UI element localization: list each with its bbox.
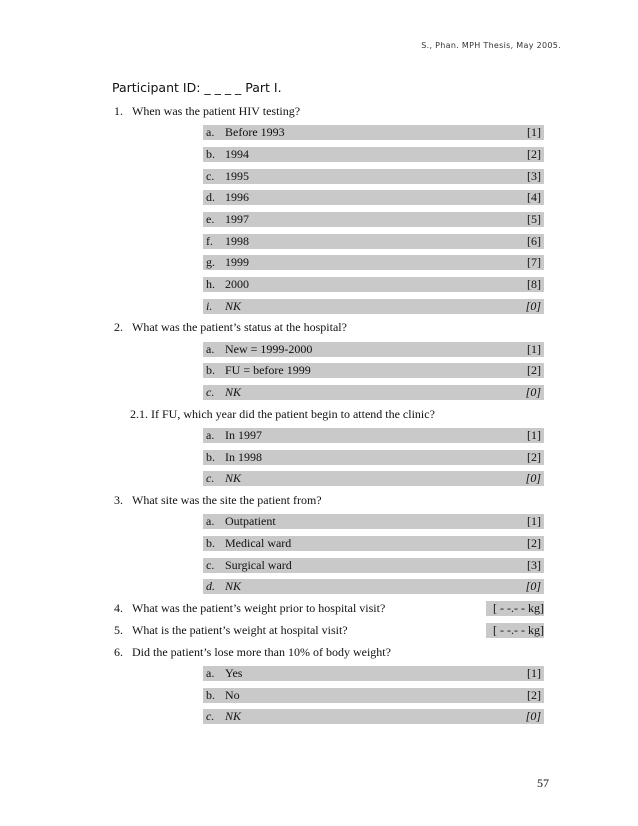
option-text: 1996 bbox=[225, 190, 249, 204]
option-text: Yes bbox=[225, 666, 243, 680]
option-code: [5] bbox=[527, 212, 541, 226]
participant-id-line: Participant ID: _ _ _ _ Part I. bbox=[112, 80, 282, 95]
answer-option bbox=[203, 342, 544, 357]
option-code: [0] bbox=[525, 385, 541, 399]
option-code: [1] bbox=[527, 125, 541, 139]
option-letter: c. bbox=[206, 709, 215, 723]
option-letter: g. bbox=[206, 255, 215, 269]
option-letter: c. bbox=[206, 169, 215, 183]
answer-option bbox=[203, 450, 544, 465]
weight-entry-box: [ - -.- - kg] bbox=[486, 623, 544, 638]
option-text: Outpatient bbox=[225, 514, 276, 528]
question-1 bbox=[114, 104, 300, 119]
option-text: NK bbox=[225, 299, 242, 313]
answer-option bbox=[203, 299, 544, 314]
answer-option bbox=[203, 579, 544, 594]
option-text: 2000 bbox=[225, 277, 249, 291]
question-number: 2. bbox=[114, 320, 123, 334]
answer-option bbox=[203, 277, 544, 292]
answer-option bbox=[203, 558, 544, 573]
option-letter: a. bbox=[206, 342, 215, 356]
answer-option bbox=[203, 536, 544, 551]
option-letter: i. bbox=[206, 299, 213, 313]
answer-option bbox=[203, 212, 544, 227]
question-number: 3. bbox=[114, 493, 123, 507]
option-letter: a. bbox=[206, 514, 215, 528]
option-text: Before 1993 bbox=[225, 125, 285, 139]
option-code: [2] bbox=[527, 363, 541, 377]
option-letter: b. bbox=[206, 147, 215, 161]
question-text: If FU, which year did the patient begin to attend the clinic? bbox=[151, 407, 435, 421]
option-code: [3] bbox=[527, 169, 541, 183]
option-text: NK bbox=[225, 709, 242, 723]
option-letter: c. bbox=[206, 471, 215, 485]
question-number: 5. bbox=[114, 623, 123, 637]
option-code: [7] bbox=[527, 255, 541, 269]
question-number: 6. bbox=[114, 645, 123, 659]
question-text: What is the patient’s weight at hospital visit? bbox=[132, 623, 348, 637]
answer-option bbox=[203, 190, 544, 205]
option-letter: b. bbox=[206, 450, 215, 464]
running-header: S., Phan. MPH Thesis, May 2005. bbox=[421, 41, 561, 50]
option-text: Medical ward bbox=[225, 536, 292, 550]
option-code: [3] bbox=[527, 558, 541, 572]
option-letter: c. bbox=[206, 558, 215, 572]
answer-option bbox=[203, 385, 544, 400]
option-letter: b. bbox=[206, 536, 215, 550]
option-letter: b. bbox=[206, 363, 215, 377]
answer-option bbox=[203, 169, 544, 184]
answer-option bbox=[203, 147, 544, 162]
option-code: [1] bbox=[527, 342, 541, 356]
option-letter: a. bbox=[206, 666, 215, 680]
option-code: [2] bbox=[527, 688, 541, 702]
question-number: 1. bbox=[114, 104, 123, 118]
question-2 bbox=[114, 320, 347, 335]
option-code: [0] bbox=[525, 299, 541, 313]
option-letter: a. bbox=[206, 125, 215, 139]
question-text: Did the patient’s lose more than 10% of body weight? bbox=[132, 645, 391, 659]
option-letter: d. bbox=[206, 190, 215, 204]
answer-option bbox=[203, 363, 544, 378]
option-letter: a. bbox=[206, 428, 215, 442]
option-letter: e. bbox=[206, 212, 215, 226]
answer-option bbox=[203, 255, 544, 270]
option-text: 1994 bbox=[225, 147, 249, 161]
option-text: Surgical ward bbox=[225, 558, 292, 572]
option-code: [6] bbox=[527, 234, 541, 248]
answer-option bbox=[203, 234, 544, 249]
answer-option bbox=[203, 125, 544, 140]
option-code: [2] bbox=[527, 450, 541, 464]
option-text: NK bbox=[225, 471, 242, 485]
answer-option bbox=[203, 709, 544, 724]
question-number: 2.1. bbox=[130, 407, 148, 421]
option-letter: b. bbox=[206, 688, 215, 702]
question-6 bbox=[114, 645, 391, 660]
option-text: NK bbox=[225, 385, 242, 399]
question-5 bbox=[114, 623, 348, 638]
option-text: In 1997 bbox=[225, 428, 262, 442]
question-text: When was the patient HIV testing? bbox=[132, 104, 301, 118]
question-text: What was the patient’s weight prior to hospital visit? bbox=[132, 601, 386, 615]
option-text: FU = before 1999 bbox=[225, 363, 311, 377]
option-code: [1] bbox=[527, 666, 541, 680]
question-3 bbox=[114, 493, 322, 508]
option-code: [2] bbox=[527, 147, 541, 161]
question-number: 4. bbox=[114, 601, 123, 615]
option-text: 1998 bbox=[225, 234, 249, 248]
option-letter: c. bbox=[206, 385, 215, 399]
option-letter: h. bbox=[206, 277, 215, 291]
weight-entry-box: [ - -.- - kg] bbox=[486, 601, 544, 616]
question-4 bbox=[114, 601, 385, 616]
option-code: [0] bbox=[525, 579, 541, 593]
answer-option bbox=[203, 666, 544, 681]
page-number: 57 bbox=[537, 776, 549, 790]
option-text: No bbox=[225, 688, 240, 702]
option-code: [8] bbox=[527, 277, 541, 291]
option-text: 1997 bbox=[225, 212, 249, 226]
option-code: [2] bbox=[527, 536, 541, 550]
option-code: [4] bbox=[527, 190, 541, 204]
option-letter: f. bbox=[206, 234, 213, 248]
option-code: [1] bbox=[527, 428, 541, 442]
answer-option bbox=[203, 471, 544, 486]
option-text: 1995 bbox=[225, 169, 249, 183]
answer-option bbox=[203, 428, 544, 443]
answer-option bbox=[203, 688, 544, 703]
question-text: What was the patient’s status at the hospital? bbox=[132, 320, 347, 334]
option-code: [0] bbox=[525, 471, 541, 485]
option-code: [1] bbox=[527, 514, 541, 528]
option-text: In 1998 bbox=[225, 450, 262, 464]
option-text: NK bbox=[225, 579, 242, 593]
option-text: New = 1999-2000 bbox=[225, 342, 313, 356]
option-letter: d. bbox=[206, 579, 215, 593]
option-code: [0] bbox=[525, 709, 541, 723]
question-2-1 bbox=[130, 407, 435, 422]
question-text: What site was the site the patient from? bbox=[132, 493, 322, 507]
answer-option bbox=[203, 514, 544, 529]
option-text: 1999 bbox=[225, 255, 249, 269]
